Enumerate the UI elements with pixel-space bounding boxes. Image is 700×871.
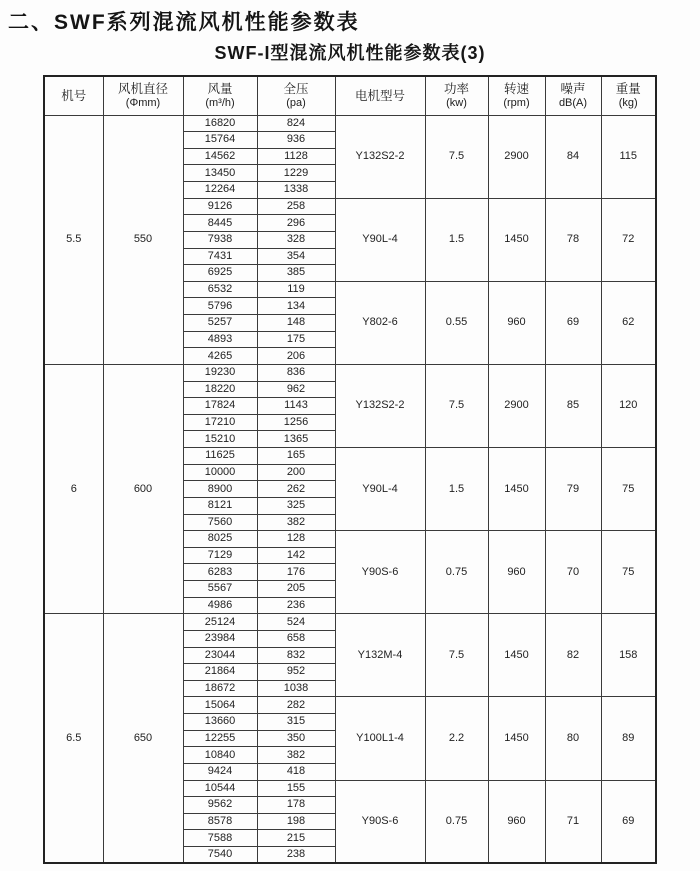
pressure-cell: 836 [257,364,335,381]
airflow-cell: 15064 [183,697,257,714]
pressure-cell: 262 [257,481,335,498]
airflow-cell: 10544 [183,780,257,797]
pressure-cell: 215 [257,830,335,847]
pressure-cell: 1128 [257,148,335,165]
column-header-label: 风机直径 [117,82,168,97]
airflow-cell: 23044 [183,647,257,664]
airflow-cell: 25124 [183,614,257,631]
column-header-label: 全压 [283,82,309,97]
pressure-cell: 282 [257,697,335,714]
column-header-power [425,76,488,115]
column-header-label: 电机型号 [354,88,405,103]
airflow-cell: 8578 [183,813,257,830]
noise-cell: 70 [545,531,601,614]
noise-cell: 84 [545,115,601,198]
column-header-weight [601,76,656,115]
airflow-cell: 4986 [183,597,257,614]
pressure-cell: 1338 [257,182,335,199]
column-header-unit: (kg) [618,96,638,109]
airflow-cell: 13450 [183,165,257,182]
motor-model-cell: Y90S-6 [335,780,425,863]
weight-cell: 89 [601,697,656,780]
pressure-cell: 350 [257,730,335,747]
airflow-cell: 17210 [183,414,257,431]
table-header-row [44,76,656,115]
motor-model-cell: Y90S-6 [335,531,425,614]
weight-cell: 75 [601,531,656,614]
pressure-cell: 238 [257,847,335,864]
weight-cell: 69 [601,780,656,863]
pressure-cell: 658 [257,630,335,647]
machine-no-cell: 6 [44,364,103,613]
noise-cell: 78 [545,198,601,281]
noise-cell: 82 [545,614,601,697]
power-cell: 7.5 [425,115,488,198]
speed-cell: 1450 [488,614,545,697]
motor-model-cell: Y100L1-4 [335,697,425,780]
airflow-cell: 8900 [183,481,257,498]
airflow-cell: 21864 [183,664,257,681]
pressure-cell: 952 [257,664,335,681]
airflow-cell: 15210 [183,431,257,448]
table-title: SWF-I型混流风机性能参数表(3) [214,43,486,63]
motor-model-cell: Y132S2-2 [335,364,425,447]
speed-cell: 1450 [488,448,545,531]
airflow-cell: 6283 [183,564,257,581]
pressure-cell: 832 [257,647,335,664]
pressure-cell: 175 [257,331,335,348]
airflow-cell: 11625 [183,448,257,465]
speed-cell: 1450 [488,198,545,281]
pressure-cell: 119 [257,281,335,298]
pressure-cell: 936 [257,132,335,149]
column-header-unit: (Φmm) [125,96,161,109]
column-header-total-pressure [257,76,335,115]
column-header-unit: (rpm) [503,96,530,109]
pressure-cell: 128 [257,531,335,548]
column-header-fan-diameter [103,76,183,115]
pressure-cell: 134 [257,298,335,315]
column-header-unit: (m³/h) [205,96,235,109]
pressure-cell: 382 [257,747,335,764]
airflow-cell: 7129 [183,547,257,564]
pressure-cell: 1256 [257,414,335,431]
airflow-cell: 19230 [183,364,257,381]
pressure-cell: 1365 [257,431,335,448]
power-cell: 1.5 [425,448,488,531]
column-header-label: 转速 [503,82,529,97]
airflow-cell: 7938 [183,231,257,248]
airflow-cell: 23984 [183,630,257,647]
airflow-cell: 10000 [183,464,257,481]
pressure-cell: 155 [257,780,335,797]
column-header-unit: dB(A) [558,96,588,109]
column-header-unit: (pa) [286,96,306,109]
speed-cell: 1450 [488,697,545,780]
column-header-machine-no [44,76,103,115]
noise-cell: 85 [545,364,601,447]
airflow-cell: 17824 [183,398,257,415]
noise-cell: 69 [545,281,601,364]
diameter-cell: 650 [103,614,183,863]
airflow-cell: 12264 [183,182,257,199]
pressure-cell: 200 [257,464,335,481]
airflow-cell: 5567 [183,581,257,598]
motor-model-cell: Y132S2-2 [335,115,425,198]
pressure-cell: 1038 [257,680,335,697]
column-header-label: 风量 [207,82,233,97]
pressure-cell: 824 [257,115,335,132]
pressure-cell: 315 [257,714,335,731]
speed-cell: 960 [488,531,545,614]
motor-model-cell: Y90L-4 [335,198,425,281]
speed-cell: 2900 [488,115,545,198]
pressure-cell: 165 [257,448,335,465]
page-title: 二、SWF系列混流风机性能参数表 [8,11,360,34]
airflow-cell: 8121 [183,497,257,514]
pressure-cell: 296 [257,215,335,232]
machine-no-cell: 6.5 [44,614,103,863]
pressure-cell: 198 [257,813,335,830]
column-header-noise [545,76,601,115]
column-header-speed [488,76,545,115]
airflow-cell: 4893 [183,331,257,348]
airflow-cell: 7431 [183,248,257,265]
column-header-label: 噪声 [560,82,586,97]
machine-no-cell: 5.5 [44,115,103,364]
pressure-cell: 382 [257,514,335,531]
power-cell: 0.55 [425,281,488,364]
diameter-cell: 600 [103,364,183,613]
weight-cell: 62 [601,281,656,364]
weight-cell: 72 [601,198,656,281]
weight-cell: 75 [601,448,656,531]
pressure-cell: 236 [257,597,335,614]
pressure-cell: 354 [257,248,335,265]
power-cell: 0.75 [425,531,488,614]
power-cell: 7.5 [425,614,488,697]
pressure-cell: 418 [257,763,335,780]
pressure-cell: 148 [257,315,335,332]
weight-cell: 120 [601,364,656,447]
airflow-cell: 13660 [183,714,257,731]
motor-model-cell: Y90L-4 [335,448,425,531]
pressure-cell: 142 [257,547,335,564]
pressure-cell: 962 [257,381,335,398]
power-cell: 2.2 [425,697,488,780]
column-header-label: 功率 [443,82,469,97]
power-cell: 1.5 [425,198,488,281]
table-row [44,115,656,132]
speed-cell: 960 [488,780,545,863]
airflow-cell: 9424 [183,763,257,780]
pressure-cell: 385 [257,265,335,282]
pressure-cell: 206 [257,348,335,365]
airflow-cell: 8445 [183,215,257,232]
airflow-cell: 14562 [183,148,257,165]
pressure-cell: 258 [257,198,335,215]
fan-performance-table [43,75,657,864]
airflow-cell: 12255 [183,730,257,747]
airflow-cell: 9126 [183,198,257,215]
motor-model-cell: Y132M-4 [335,614,425,697]
column-header-airflow [183,76,257,115]
airflow-cell: 10840 [183,747,257,764]
airflow-cell: 5257 [183,315,257,332]
noise-cell: 80 [545,697,601,780]
diameter-cell: 550 [103,115,183,364]
airflow-cell: 18220 [183,381,257,398]
pressure-cell: 325 [257,497,335,514]
airflow-cell: 7588 [183,830,257,847]
noise-cell: 71 [545,780,601,863]
table-row [44,614,656,631]
weight-cell: 158 [601,614,656,697]
airflow-cell: 4265 [183,348,257,365]
airflow-cell: 6925 [183,265,257,282]
airflow-cell: 5796 [183,298,257,315]
pressure-cell: 1143 [257,398,335,415]
pressure-cell: 328 [257,231,335,248]
airflow-cell: 8025 [183,531,257,548]
speed-cell: 2900 [488,364,545,447]
noise-cell: 79 [545,448,601,531]
airflow-cell: 18672 [183,680,257,697]
airflow-cell: 7540 [183,847,257,864]
power-cell: 0.75 [425,780,488,863]
airflow-cell: 15764 [183,132,257,149]
airflow-cell: 6532 [183,281,257,298]
airflow-cell: 7560 [183,514,257,531]
airflow-cell: 16820 [183,115,257,132]
speed-cell: 960 [488,281,545,364]
pressure-cell: 176 [257,564,335,581]
column-header-label: 重量 [615,82,641,97]
motor-model-cell: Y802-6 [335,281,425,364]
column-header-label: 机号 [61,88,87,103]
power-cell: 7.5 [425,364,488,447]
column-header-motor-model [335,76,425,115]
pressure-cell: 1229 [257,165,335,182]
column-header-unit: (kw) [446,96,467,109]
weight-cell: 115 [601,115,656,198]
pressure-cell: 205 [257,581,335,598]
airflow-cell: 9562 [183,797,257,814]
pressure-cell: 524 [257,614,335,631]
pressure-cell: 178 [257,797,335,814]
table-row [44,364,656,381]
